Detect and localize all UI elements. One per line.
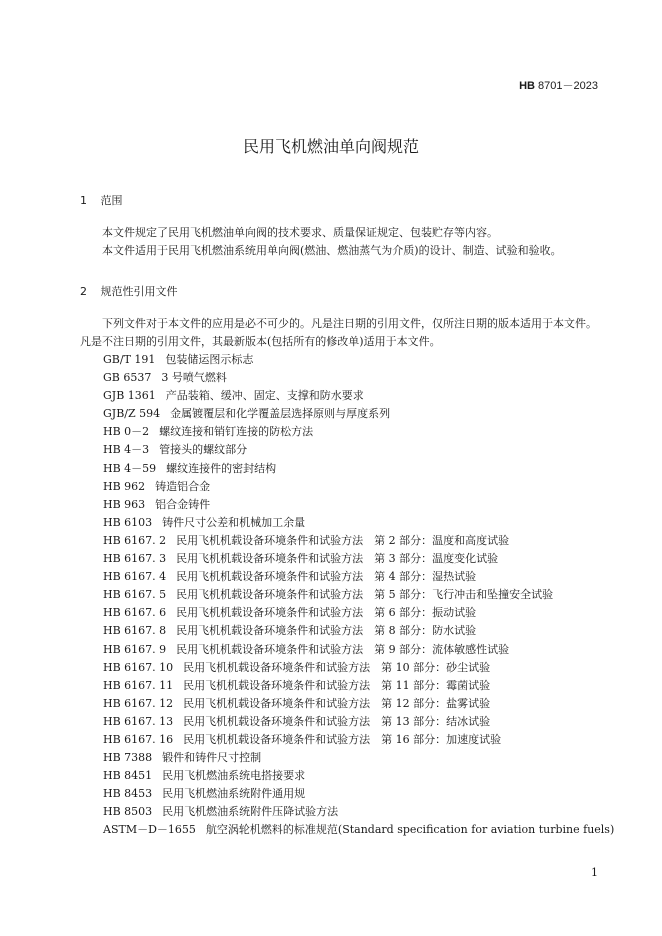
reference-title: 民用飞机机载设备环境条件和试验方法 第 10 部分：砂尘试验 [183,660,491,674]
reference-item [103,749,614,767]
reference-code: HB 6167. 9 [103,642,167,656]
reference-title: 产品装箱、缓冲、固定、支撑和防水要求 [165,389,364,403]
reference-code: GJB/Z 594 [103,407,161,421]
reference-code: ASTM－D－1655 [103,823,196,837]
reference-item [103,514,614,532]
references-intro-paragraph: 下列文件对于本文件的应用是必不可少的。凡是注日期的引用文件，仅所注日期的版本适用于本文件。凡是不注日期的引用文件，其最新版本(包括所有的修改单)适用于本文件。 [80,317,597,348]
reference-title: 螺纹连接和销钉连接的防松方法 [159,425,314,439]
reference-title: 铸造铝合金 [155,479,211,493]
reference-item [103,785,614,803]
reference-title: 铝合金铸件 [155,497,211,511]
reference-code: HB 4－59 [103,461,157,475]
reference-title: 铸件尺寸公差和机械加工余量 [162,515,306,529]
normative-references-list [103,351,614,840]
reference-title: 民用飞机机载设备环境条件和试验方法 第 12 部分：盐雾试验 [183,696,491,710]
reference-item [103,604,614,622]
reference-code: HB 6167. 5 [103,588,167,602]
reference-item [103,405,614,423]
reference-title: 包装储运图示标志 [165,353,254,366]
reference-code: HB 6167. 4 [103,570,167,584]
section-1-title: 范围 [100,194,123,207]
section-2-heading [80,283,178,299]
reference-code: GB/T 191 [103,353,156,366]
reference-item [103,568,614,586]
reference-code: HB 6167. 6 [103,606,167,620]
reference-item [103,622,614,640]
reference-item [103,550,614,568]
reference-title: 3 号喷气燃料 [161,371,227,385]
reference-code: GB 6537 [103,371,152,385]
reference-item [103,659,614,677]
reference-item [103,441,614,459]
reference-code: HB 6167. 16 [103,732,174,746]
reference-title: 民用飞机机载设备环境条件和试验方法 第 6 部分：振动试验 [176,606,477,620]
section-1-number: 1 [80,194,87,207]
reference-code: HB 8451 [103,769,153,783]
document-title: 民用飞机燃油单向阀规范 [242,137,419,156]
reference-title: 民用飞机燃油系统附件压降试验方法 [162,805,339,819]
reference-title: 管接头的螺纹部分 [159,443,248,457]
reference-title: 民用飞机机载设备环境条件和试验方法 第 8 部分：防水试验 [176,624,477,638]
reference-item [103,496,614,514]
reference-item [103,803,614,821]
page-number: 1 [591,866,598,879]
standard-number: 8701－2023 [538,80,598,92]
reference-code: HB 4－3 [103,443,150,457]
reference-code: GJB 1361 [103,389,156,403]
reference-title: 锻件和铸件尺寸控制 [162,751,262,765]
reference-code: HB 6167. 10 [103,660,174,674]
reference-title: 民用飞机机载设备环境条件和试验方法 第 9 部分：流体敏感性试验 [176,642,510,656]
reference-code: HB 6103 [103,515,153,529]
reference-item [103,677,614,695]
reference-code: HB 6167. 8 [103,624,167,638]
section-1-heading [80,192,123,208]
reference-title: 民用飞机机载设备环境条件和试验方法 第 16 部分：加速度试验 [183,732,502,746]
reference-title: 螺纹连接件的密封结构 [166,461,277,475]
reference-item [103,821,614,839]
reference-code: HB 6167. 11 [103,678,174,692]
reference-title: 民用飞机燃油系统电搭接要求 [162,769,306,783]
reference-code: HB 6167. 2 [103,533,167,547]
reference-title: 航空涡轮机燃料的标准规范(Standard specification for aviation turbine fuels) [205,823,615,837]
reference-item [103,695,614,713]
reference-title: 民用飞机机载设备环境条件和试验方法 第 11 部分：霉菌试验 [183,678,491,692]
reference-code: HB 962 [103,479,146,493]
reference-code: HB 7388 [103,751,153,765]
reference-item [103,387,614,405]
reference-title: 金属镀覆层和化学覆盖层选择原则与厚度系列 [170,407,391,421]
reference-item [103,478,614,496]
reference-code: HB 963 [103,497,146,511]
section-2-number: 2 [80,285,87,298]
reference-code: HB 6167. 3 [103,552,167,566]
scope-paragraph-2: 本文件适用于民用飞机燃油系统用单向阀(燃油、燃油蒸气为介质)的设计、制造、试验和验收。 [102,244,562,257]
reference-code: HB 0－2 [103,425,150,439]
reference-title: 民用飞机机载设备环境条件和试验方法 第 2 部分：温度和高度试验 [176,533,510,547]
reference-item [103,423,614,441]
reference-title: 民用飞机机载设备环境条件和试验方法 第 3 部分：温度变化试验 [176,552,499,566]
scope-paragraph-1: 本文件规定了民用飞机燃油单向阀的技术要求、质量保证规定、包装贮存等内容。 [102,226,498,239]
reference-item [103,369,614,387]
reference-code: HB 6167. 13 [103,714,174,728]
reference-item [103,767,614,785]
reference-item [103,351,614,369]
reference-title: 民用飞机机载设备环境条件和试验方法 第 4 部分：湿热试验 [176,570,477,584]
reference-item [103,586,614,604]
standard-prefix: HB [519,80,535,92]
section-2-title: 规范性引用文件 [100,285,178,298]
reference-item [103,641,614,659]
reference-item [103,460,614,478]
reference-code: HB 8503 [103,805,153,819]
reference-code: HB 8453 [103,787,153,801]
reference-title: 民用飞机机载设备环境条件和试验方法 第 5 部分：飞行冲击和坠撞安全试验 [176,588,554,602]
reference-title: 民用飞机燃油系统附件通用规 [162,787,306,801]
reference-title: 民用飞机机载设备环境条件和试验方法 第 13 部分：结冰试验 [183,714,491,728]
reference-item [103,532,614,550]
reference-item [103,713,614,731]
reference-code: HB 6167. 12 [103,696,174,710]
standard-number-header [519,77,598,93]
reference-item [103,731,614,749]
